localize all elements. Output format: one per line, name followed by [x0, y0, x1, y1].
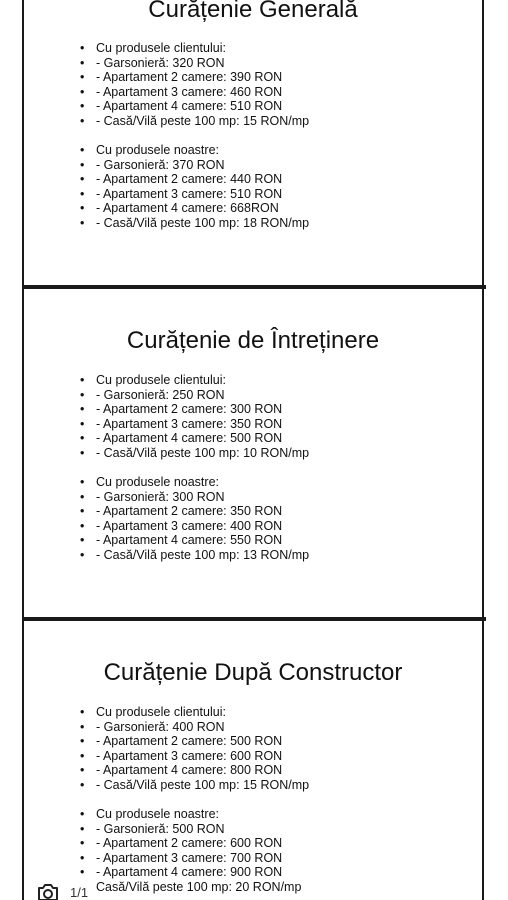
list-item: • - Apartament 3 camere: 350 RON [80, 416, 283, 431]
our-products-list [80, 143, 309, 231]
list-item: • - Casă/Vilă peste 100 mp: 18 RON/mp [80, 215, 310, 230]
list-item: • Cu produsele clientului: [80, 705, 226, 719]
list-item: • - Casă/Vilă peste 100 mp: 13 RON/mp [80, 547, 310, 562]
list-item: • - Apartament 4 camere: 900 RON [80, 865, 283, 880]
list-item: • - Apartament 3 camere: 400 RON [80, 518, 283, 533]
list-item: • - Apartament 3 camere: 460 RON [80, 84, 283, 99]
list-item: • - Apartament 2 camere: 300 RON [80, 402, 283, 417]
list-item: • - Apartament 4 camere: 500 RON [80, 431, 283, 446]
our-products-list [80, 807, 301, 895]
list-item: • - Casă/Vilă peste 100 mp: 10 RON/mp [80, 445, 310, 460]
list-item: • - Apartament 2 camere: 350 RON [80, 504, 283, 519]
list-item: • - Apartament 2 camere: 440 RON [80, 172, 283, 187]
camera-icon[interactable] [36, 882, 60, 900]
list-item: • - Apartament 3 camere: 600 RON [80, 748, 283, 763]
list-item: • - Apartament 4 camere: 510 RON [80, 99, 283, 114]
list-item: • - Casă/Vilă peste 100 mp: 15 RON/mp [80, 777, 310, 792]
list-item: • - Garsonieră: 300 RON [80, 489, 225, 504]
list-item: • - Garsonieră: 400 RON [80, 719, 225, 734]
list-item: • - Garsonieră: 500 RON [80, 821, 225, 836]
client-products-list [80, 373, 309, 461]
list-item: • - Apartament 4 camere: 550 RON [80, 533, 283, 548]
client-products-list [80, 705, 309, 793]
viewer-toolbar [36, 880, 88, 900]
list-item: • - Casă/Vilă peste 100 mp: 15 RON/mp [80, 113, 310, 128]
page-maintenance-cleaning [22, 289, 484, 617]
page-indicator: 1/1 [70, 884, 89, 900]
list-item: • - Garsonieră: 370 RON [80, 157, 225, 172]
list-item: • - Apartament 2 camere: 390 RON [80, 70, 283, 85]
our-products-list [80, 475, 309, 563]
page-post-construction-cleaning [22, 621, 484, 900]
client-products-list [80, 41, 309, 129]
page-general-cleaning [22, 0, 484, 285]
list-item: Casă/Vilă peste 100 mp: 20 RON/mp [96, 879, 302, 894]
list-item: • Cu produsele clientului: [80, 373, 226, 387]
list-item: • - Garsonieră: 250 RON [80, 387, 225, 402]
list-item: • - Apartament 3 camere: 700 RON [80, 850, 283, 865]
list-item: • - Garsonieră: 320 RON [80, 55, 225, 70]
list-item: • Cu produsele noastre: [80, 143, 219, 157]
list-item: • - Apartament 2 camere: 500 RON [80, 734, 283, 749]
list-item: • Cu produsele noastre: [80, 807, 219, 821]
section-title: Curățenie După Constructor [103, 659, 403, 686]
list-item: • - Apartament 2 camere: 600 RON [80, 836, 283, 851]
list-item: • Cu produsele clientului: [80, 41, 226, 55]
section-title: Curățenie de Întreținere [126, 327, 380, 354]
list-item: • Cu produsele noastre: [80, 475, 219, 489]
list-item: • - Apartament 4 camere: 800 RON [80, 763, 283, 778]
section-title: Curățenie Generală [148, 0, 358, 23]
list-item: • - Apartament 3 camere: 510 RON [80, 186, 283, 201]
list-item: • - Apartament 4 camere: 668RON [80, 201, 279, 216]
